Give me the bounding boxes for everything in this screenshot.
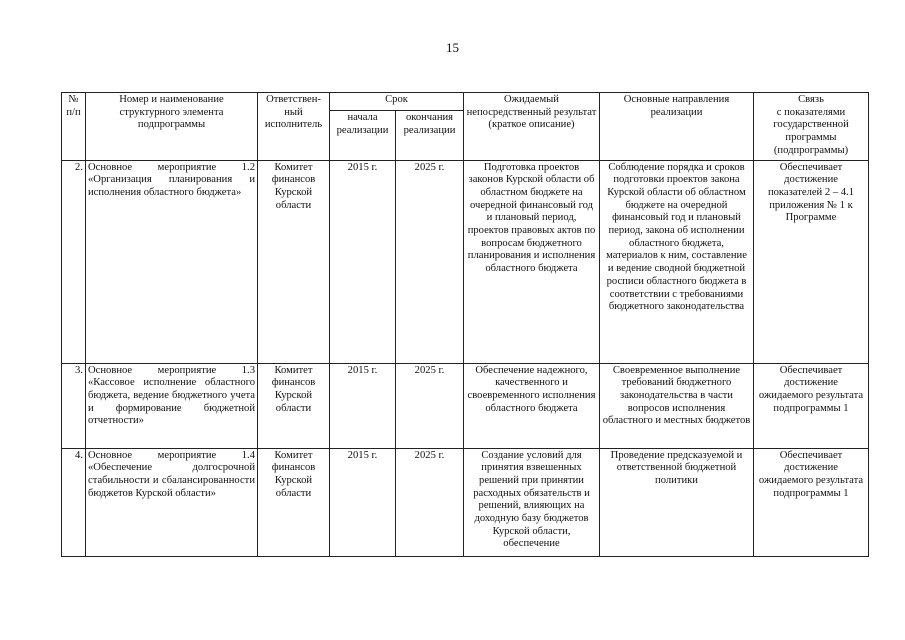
row-executor: Комитет финансов Курской области — [258, 160, 330, 363]
row-end: 2025 г. — [396, 363, 464, 448]
row-end: 2025 г. — [396, 160, 464, 363]
row-name: Основное мероприятие 1.2 «Организация планирования и исполнения областного бюджета» — [86, 160, 258, 363]
header-directions: Основные направления реализации — [600, 93, 754, 161]
row-link: Обеспечивает достижение показателей 2 – 4.1 приложения № 1 к Программе — [754, 160, 869, 363]
row-number: 2. — [62, 160, 86, 363]
header-term-end: окончания реализации — [396, 111, 464, 161]
table-row — [62, 160, 869, 363]
row-link: Обеспечивает достижение ожидаемого результата подпрограммы 1 — [754, 363, 869, 448]
header-result: Ожидаемый непосредственный результат (краткое описание) — [464, 93, 600, 161]
row-start: 2015 г. — [330, 448, 396, 556]
row-directions: Проведение предсказуемой и ответственной бюджетной политики — [600, 448, 754, 556]
page-number: 15 — [446, 40, 459, 55]
row-executor: Комитет финансов Курской области — [258, 448, 330, 556]
header-name: Номер и наименование структурного элемента подпрограммы — [86, 93, 258, 161]
row-executor: Комитет финансов Курской области — [258, 363, 330, 448]
row-start: 2015 г. — [330, 363, 396, 448]
row-result: Подготовка проектов законов Курской области об областном бюджете на очередной финансовый год и плановый период, проектов правовых актов по вопросам бюджетного планирования и исполнения областного бюджета — [464, 160, 600, 363]
row-directions: Соблюдение порядка и сроков подготовки проектов закона Курской области об областном бюджете на очередной финансовый год и плановый период, закона об исполнении областного бюджета, материалов к ним, составление и ведение сводной бюджетной росписи областного бюджета в соответствии с требованиями бюджетного законодательства — [600, 160, 754, 363]
header-term: Срок — [330, 93, 464, 111]
table-row — [62, 363, 869, 448]
table-row — [62, 448, 869, 556]
row-number: 4. — [62, 448, 86, 556]
row-result: Создание условий для принятия взвешенных решений при принятии расходных обязательств и решений, влияющих на доходную базу бюджетов Курской области, обеспечение — [464, 448, 600, 556]
row-start: 2015 г. — [330, 160, 396, 363]
row-name: Основное мероприятие 1.3 «Кассовое исполнение областного бюджета, ведение бюджетного учета и формирование бюджетной отчетности» — [86, 363, 258, 448]
row-end: 2025 г. — [396, 448, 464, 556]
program-table — [61, 92, 869, 557]
row-name: Основное мероприятие 1.4 «Обеспечение долгосрочной стабильности и сбалансированности бюджетов Курской области» — [86, 448, 258, 556]
header-num: № п/п — [62, 93, 86, 161]
header-term-start: начала реализации — [330, 111, 396, 161]
row-link: Обеспечивает достижение ожидаемого результата подпрограммы 1 — [754, 448, 869, 556]
row-directions: Своевременное выполнение требований бюджетного законодательства в части вопросов исполнения областного и местных бюджетов — [600, 363, 754, 448]
row-result: Обеспечение надежного, качественного и своевременного исполнения областного бюджета — [464, 363, 600, 448]
header-link: Связь с показателями государственной программы (подпрограммы) — [754, 93, 869, 161]
header-executor: Ответствен- ный исполнитель — [258, 93, 330, 161]
row-number: 3. — [62, 363, 86, 448]
